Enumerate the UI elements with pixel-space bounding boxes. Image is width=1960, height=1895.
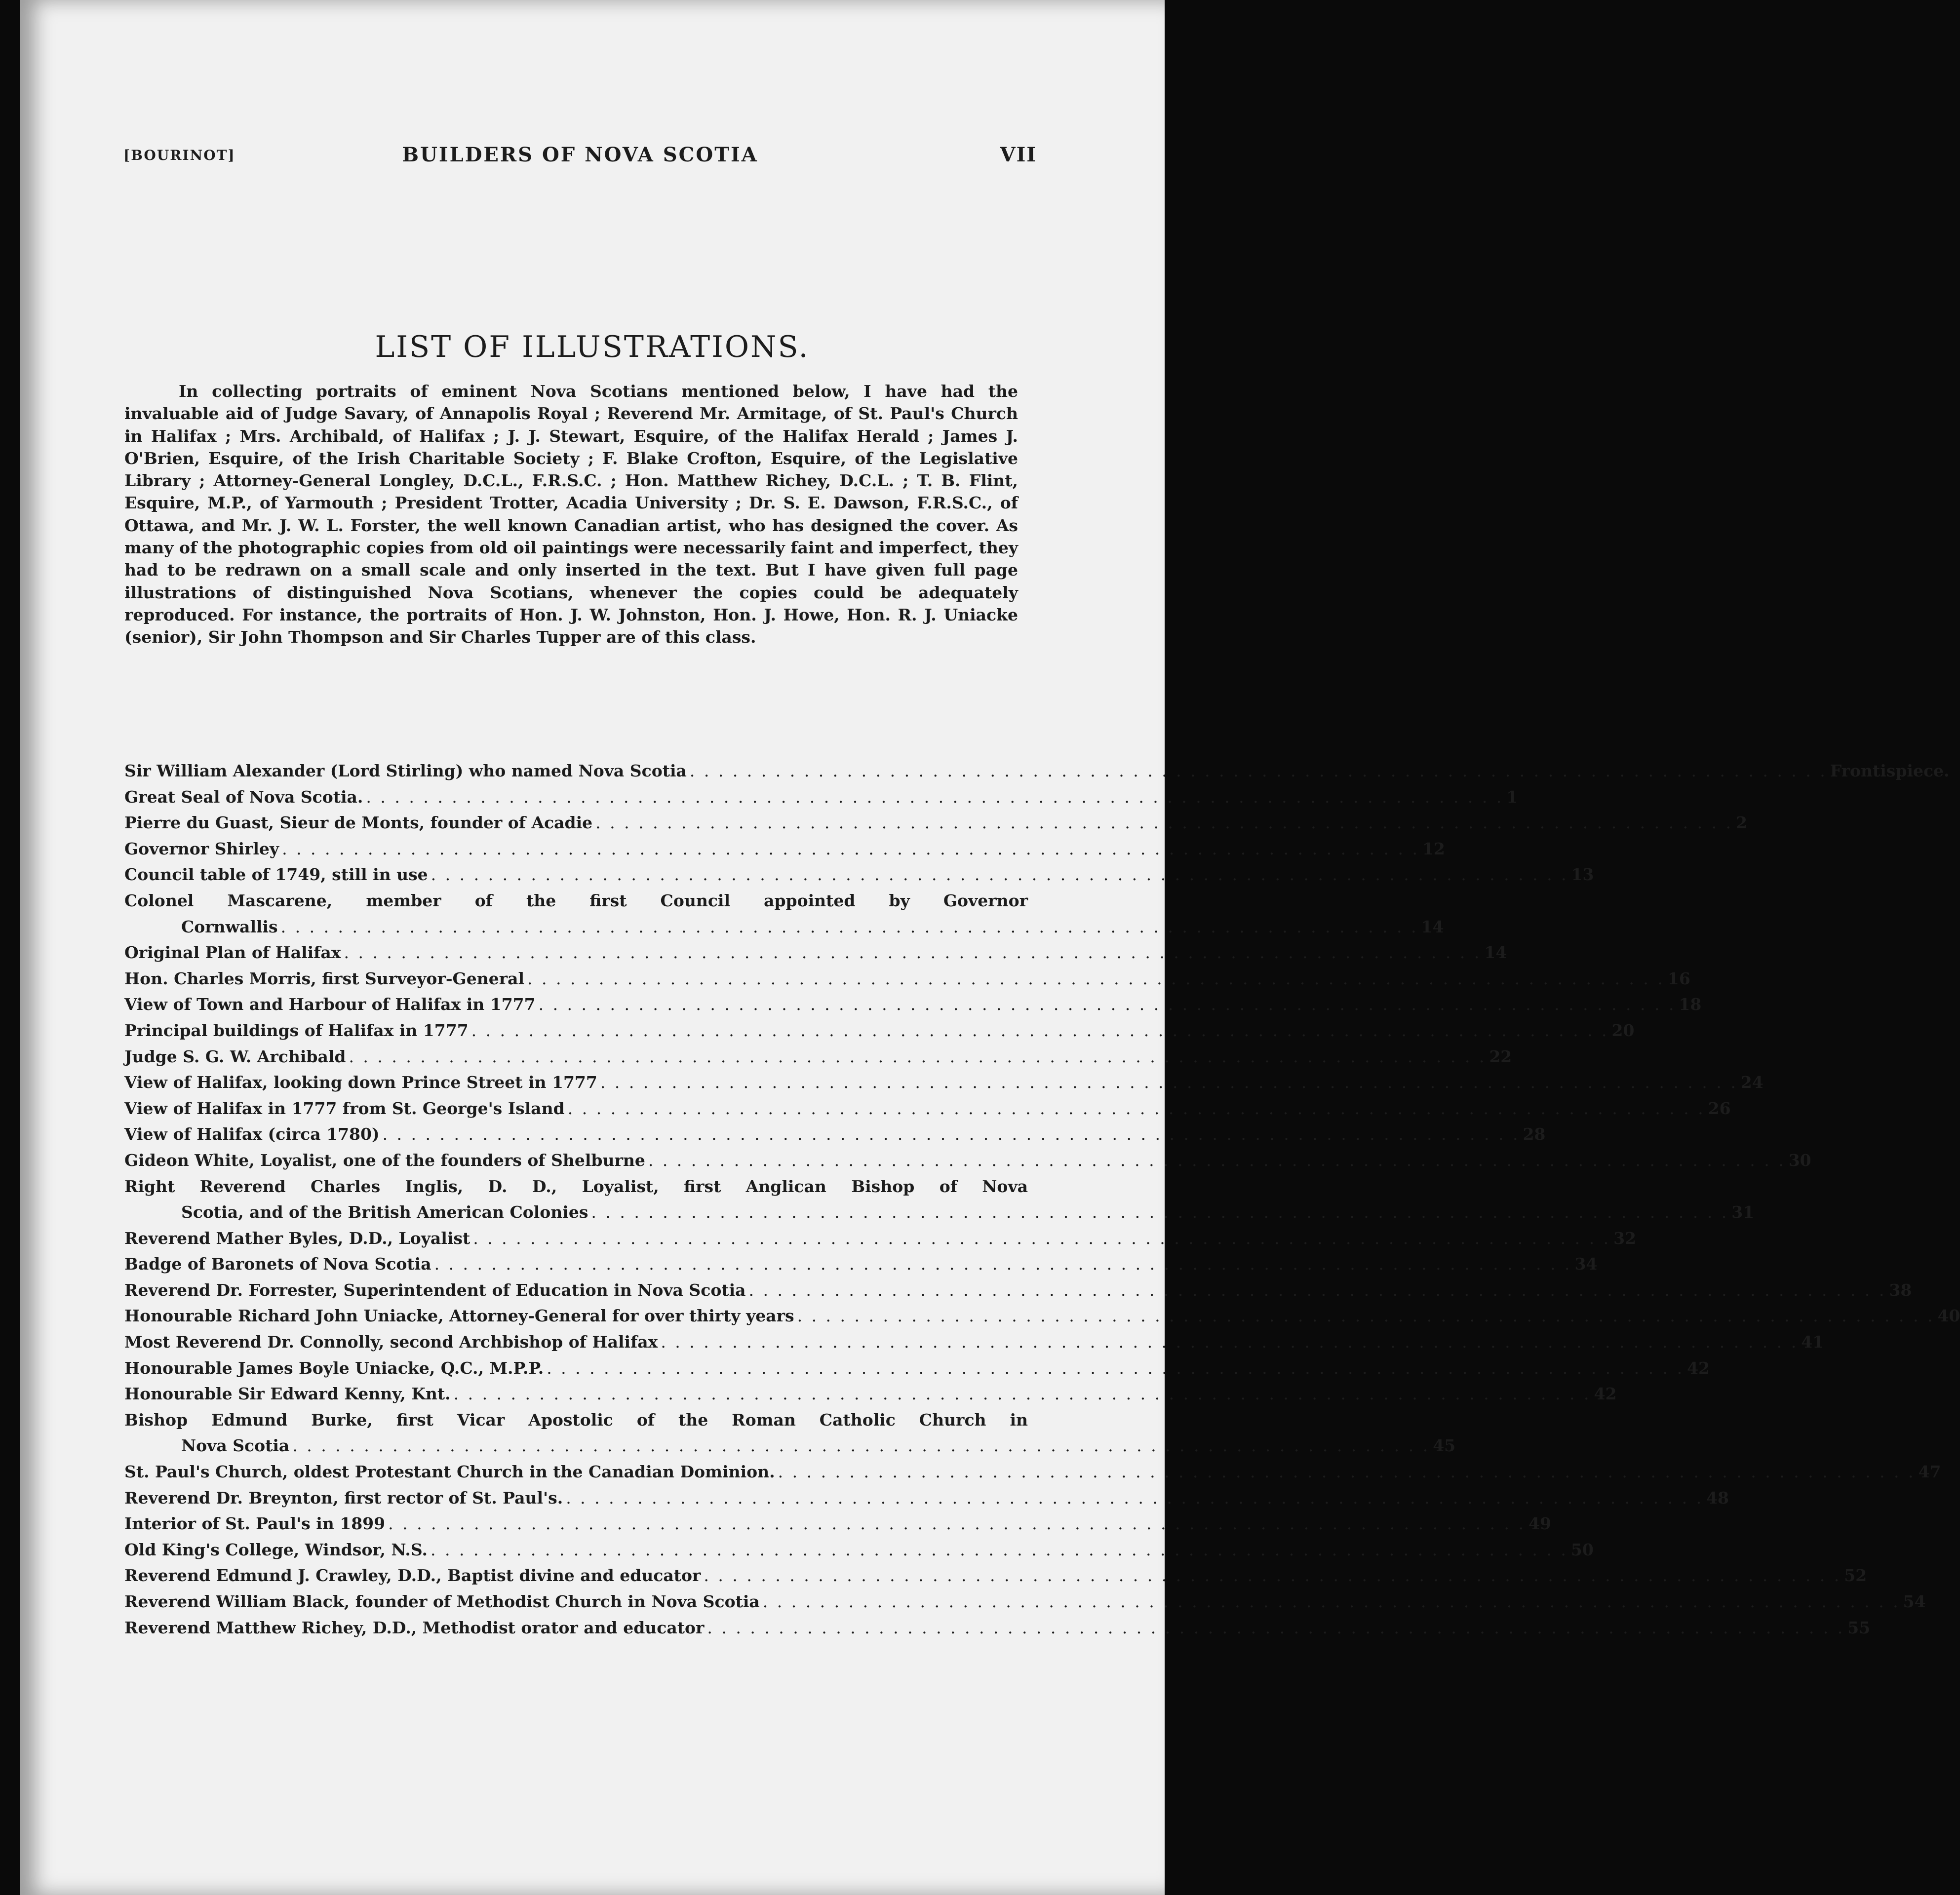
illustration-entry [124,862,1594,888]
illustration-row [124,1355,1710,1382]
illustration-title: Pierre du Guast, Sieur de Monts, founder of Acadie [124,813,593,833]
illustration-title: View of Halifax in 1777 from St. George's Island [124,1098,565,1118]
illustration-title: View of Town and Harbour of Halifax in 1777 [124,995,536,1014]
illustration-entry [124,1407,1456,1459]
illustration-title: Scotia, and of the British American Colonies [181,1202,588,1222]
illustration-row [124,1303,1960,1329]
illustration-entry [124,1485,1729,1511]
dot-leader: . . . . . . . . . . . . . . . . . . . . . . . . . . . . . . . . . . . . . . . . . . . . . . . . . . . . . . . . . . . . . . . . . . . . . . . . . . . . . . . . [388,1514,1526,1534]
illustration-title: Great Seal of Nova Scotia. [124,787,363,807]
illustrations-list [124,758,1960,1641]
illustration-row [124,810,1747,836]
illustration-row [124,836,1445,862]
dot-leader: . . . . . . . . . . . . . . . . . . . . . . . . . . . . . . . . . . . . . . . . . . . . . . . . . . . . . . . . . . . . . . . . . . . . . . . . . . . . . . . . [707,1618,1845,1637]
illustration-page: 2 [1736,813,1747,833]
illustration-entry [124,1122,1546,1148]
illustration-row [124,914,1444,940]
illustration-row [124,966,1690,992]
illustration-row [124,1122,1546,1148]
intro-paragraph: In collecting portraits of eminent Nova Scotians mentioned below, I have had the invaluable aid of Judge Savary, of Annapolis Royal ; Reverend Mr. Armitage, of St. Paul's Church in Halifax ; Mrs. Archibald, of Halifax ; J. J. Stewart, Esquire, of the Halifax Herald ; James J. O'Brien, Esquire, of the Irish Charitable Society ; F. Blake Crofton, Esquire, of the Legislative Library ; Attorney-General Longley, D.C.L., F.R.S.C. ; Hon. Matthew Richey, D.C.L. ; T. B. Flint, Esquire, M.P., of Yarmouth ; President Trotter, Acadia University ; Dr. S. E. Dawson, F.R.S.C., of Ottawa, and Mr. J. W. L. Forster, the well known Canadian artist, who has designed the cover. As many of the photographic copies from old oil paintings were necessarily faint and imperfect, they had to be redrawn on a small scale and only inserted in the text. But I have given full page illustrations of distinguished Nova Scotians, whenever the copies could be adequately reproduced. For instance, the portraits of Hon. J. W. Johnston, Hon. J. Howe, Hon. R. J. Uniacke (senior), Sir John Thompson and Sir Charles Tupper are of this class. [124,382,1018,647]
illustration-row [124,1485,1729,1511]
illustration-entry [124,888,1444,940]
page-number: VII [1000,143,1037,166]
dot-leader: . . . . . . . . . . . . . . . . . . . . . . . . . . . . . . . . . . . . . . . . . . . . . . . . . . . . . . . . . . . . . . . . . . . . . . . . . . . . . . . . [527,968,1665,988]
illustration-title: Reverend William Black, founder of Methodist Church in Nova Scotia [124,1592,760,1611]
illustration-entry [124,1148,1811,1174]
illustration-row [124,1251,1598,1277]
illustration-row [124,1277,1912,1304]
dot-leader: . . . . . . . . . . . . . . . . . . . . . . . . . . . . . . . . . . . . . . . . . . . . . . . . . . . . . . . . . . . . . . . . . . . . . . . . . . . . . . . . [471,1020,1609,1040]
illustration-row [124,1018,1635,1044]
illustration-page: 20 [1611,1020,1635,1040]
illustration-page: 48 [1706,1488,1729,1508]
dot-leader: . . . . . . . . . . . . . . . . . . . . . . . . . . . . . . . . . . . . . . . . . . . . . . . . . . . . . . . . . . . . . . . . . . . . . . . . . . . . . . . . [567,1098,1705,1118]
illustration-entry [124,966,1690,992]
illustration-row [124,784,1518,811]
dot-leader: . . . . . . . . . . . . . . . . . . . . . . . . . . . . . . . . . . . . . . . . . . . . . . . . . . . . . . . . . . . . . . . . . . . . . . . . . . . . . . . . [797,1306,1935,1326]
illustration-row [124,1511,1551,1537]
illustration-row [124,1070,1764,1096]
dot-leader: . . . . . . . . . . . . . . . . . . . . . . . . . . . . . . . . . . . . . . . . . . . . . . . . . . . . . . . . . . . . . . . . . . . . . . . . . . . . . . . . [778,1462,1916,1482]
dot-leader: . . . . . . . . . . . . . . . . . . . . . . . . . . . . . . . . . . . . . . . . . . . . . . . . . . . . . . . . . . . . . . . . . . . . . . . . . . . . . . . . [282,839,1419,858]
illustration-page: 22 [1489,1046,1512,1066]
illustration-page: 32 [1613,1228,1637,1248]
illustration-entry [124,1174,1755,1226]
illustration-row [124,992,1702,1018]
running-head-author: [BOURINOT] [123,147,235,163]
dot-leader: . . . . . . . . . . . . . . . . . . . . . . . . . . . . . . . . . . . . . . . . . . . . . . . . . . . . . . . . . . . . . . . . . . . . . . . . . . . . . . . . [280,917,1418,936]
illustration-page: 28 [1523,1124,1546,1144]
illustration-title: Honourable James Boyle Uniacke, Q.C., M.P.P. [124,1358,544,1378]
illustration-entry [124,940,1507,966]
page-title: LIST OF ILLUSTRATIONS. [375,330,810,365]
illustration-page: 24 [1740,1073,1764,1092]
dot-leader: . . . . . . . . . . . . . . . . . . . . . . . . . . . . . . . . . . . . . . . . . . . . . . . . . . . . . . . . . . . . . . . . . . . . . . . . . . . . . . . . [591,1202,1729,1222]
illustration-title: Reverend Edmund J. Crawley, D.D., Baptist divine and educator [124,1566,701,1586]
illustration-entry [124,1070,1764,1096]
illustration-entry [124,1044,1512,1070]
illustration-row [124,1381,1617,1407]
illustration-entry [124,1459,1941,1485]
illustration-page: 38 [1889,1280,1912,1300]
illustration-title: Hon. Charles Morris, first Surveyor-General [124,968,524,988]
illustration-title: Interior of St. Paul's in 1899 [124,1514,386,1534]
illustration-page: 14 [1421,917,1444,936]
dot-leader: . . . . . . . . . . . . . . . . . . . . . . . . . . . . . . . . . . . . . . . . . . . . . . . . . . . . . . . . . . . . . . . . . . . . . . . . . . . . . . . . [538,995,1676,1014]
illustration-title: Cornwallis [181,917,278,936]
illustration-page: 14 [1484,943,1507,963]
dot-leader: . . . . . . . . . . . . . . . . . . . . . . . . . . . . . . . . . . . . . . . . . . . . . . . . . . . . . . . . . . . . . . . . . . . . . . . . . . . . . . . . [595,813,1733,833]
illustration-page: 18 [1679,995,1702,1014]
illustration-entry [124,1329,1824,1355]
illustration-entry [124,1589,1926,1615]
illustration-page: 49 [1528,1514,1551,1534]
illustration-entry [124,836,1445,862]
illustration-entry [124,1303,1960,1329]
illustration-page: 42 [1687,1358,1710,1378]
illustration-entry [124,1615,1871,1641]
illustration-row [124,1329,1824,1355]
illustration-title: Most Reverend Dr. Connolly, second Archbishop of Halifax [124,1332,658,1352]
dot-leader: . . . . . . . . . . . . . . . . . . . . . . . . . . . . . . . . . . . . . . . . . . . . . . . . . . . . . . . . . . . . . . . . . . . . . . . . . . . . . . . . [292,1436,1430,1456]
illustration-row [124,758,1950,784]
illustration-page: 31 [1731,1202,1755,1222]
illustration-row [124,1226,1637,1252]
dot-leader: . . . . . . . . . . . . . . . . . . . . . . . . . . . . . . . . . . . . . . . . . . . . . . . . . . . . . . . . . . . . . . . . . . . . . . . . . . . . . . . . [434,1254,1572,1274]
illustration-row [124,862,1594,888]
illustration-page: 12 [1422,839,1445,858]
dot-leader: . . . . . . . . . . . . . . . . . . . . . . . . . . . . . . . . . . . . . . . . . . . . . . . . . . . . . . . . . . . . . . . . . . . . . . . . . . . . . . . . [382,1124,1520,1144]
illustration-entry [124,810,1747,836]
dot-leader: . . . . . . . . . . . . . . . . . . . . . . . . . . . . . . . . . . . . . . . . . . . . . . . . . . . . . . . . . . . . . . . . . . . . . . . . . . . . . . . . [431,1540,1568,1559]
illustration-entry [124,1563,1867,1589]
dot-leader: . . . . . . . . . . . . . . . . . . . . . . . . . . . . . . . . . . . . . . . . . . . . . . . . . . . . . . . . . . . . . . . . . . . . . . . . . . . . . . . . [366,787,1504,807]
illustration-title: View of Halifax (circa 1780) [124,1124,380,1144]
illustration-row [124,940,1507,966]
illustration-row [124,1459,1941,1485]
illustration-entry [124,784,1518,811]
dot-leader: . . . . . . . . . . . . . . . . . . . . . . . . . . . . . . . . . . . . . . . . . . . . . . . . . . . . . . . . . . . . . . . . . . . . . . . . . . . . . . . . [431,865,1568,885]
illustration-row [124,1044,1512,1070]
illustration-page: 52 [1844,1566,1867,1586]
illustration-page: 30 [1788,1150,1811,1170]
illustration-row [124,1563,1867,1589]
illustration-title: Sir William Alexander (Lord Stirling) who named Nova Scotia [124,761,687,780]
illustration-page: 47 [1918,1462,1941,1482]
illustration-page: Frontispiece. [1830,761,1950,780]
running-head-title: BUILDERS OF NOVA SCOTIA [402,143,758,166]
illustration-row [124,1096,1731,1122]
illustration-title: View of Halifax, looking down Prince Street in 1777 [124,1073,597,1092]
illustration-title: Judge S. G. W. Archibald [124,1046,346,1066]
illustration-page: 42 [1594,1384,1617,1404]
illustration-entry [124,1355,1710,1382]
dot-leader: . . . . . . . . . . . . . . . . . . . . . . . . . . . . . . . . . . . . . . . . . . . . . . . . . . . . . . . . . . . . . . . . . . . . . . . . . . . . . . . . [473,1228,1611,1248]
illustration-page: 50 [1570,1540,1594,1559]
dot-leader: . . . . . . . . . . . . . . . . . . . . . . . . . . . . . . . . . . . . . . . . . . . . . . . . . . . . . . . . . . . . . . . . . . . . . . . . . . . . . . . . [748,1280,1886,1300]
illustration-title: Right Reverend Charles Inglis, D. D., Loyalist, first Anglican Bishop of Nova [124,1176,1028,1196]
dot-leader: . . . . . . . . . . . . . . . . . . . . . . . . . . . . . . . . . . . . . . . . . . . . . . . . . . . . . . . . . . . . . . . . . . . . . . . . . . . . . . . . [704,1566,1842,1586]
running-head [123,143,1037,173]
illustration-title: Gideon White, Loyalist, one of the founders of Shelburne [124,1150,645,1170]
illustration-entry [124,992,1702,1018]
dot-leader: . . . . . . . . . . . . . . . . . . . . . . . . . . . . . . . . . . . . . . . . . . . . . . . . . . . . . . . . . . . . . . . . . . . . . . . . . . . . . . . . [689,761,1827,780]
illustration-page: 41 [1801,1332,1824,1352]
illustration-entry [124,1018,1635,1044]
illustration-page: 45 [1433,1436,1456,1456]
illustration-entry [124,1381,1617,1407]
illustration-row [124,1615,1871,1641]
illustration-entry [124,1096,1731,1122]
illustration-row [124,1537,1594,1563]
illustration-entry [124,1277,1912,1304]
dot-leader: . . . . . . . . . . . . . . . . . . . . . . . . . . . . . . . . . . . . . . . . . . . . . . . . . . . . . . . . . . . . . . . . . . . . . . . . . . . . . . . . [547,1358,1685,1378]
illustration-row [124,1148,1811,1174]
illustration-title: Principal buildings of Halifax in 1777 [124,1020,469,1040]
illustration-title: Reverend Matthew Richey, D.D., Methodist orator and educator [124,1618,705,1637]
illustration-title: Council table of 1749, still in use [124,865,428,885]
illustration-title: Colonel Mascarene, member of the first Council appointed by Governor [124,890,1028,910]
illustration-title: Honourable Richard John Uniacke, Attorney-General for over thirty years [124,1306,794,1326]
illustration-page: 40 [1937,1306,1960,1326]
illustration-title: St. Paul's Church, oldest Protestant Church in the Canadian Dominion. [124,1462,775,1482]
dot-leader: . . . . . . . . . . . . . . . . . . . . . . . . . . . . . . . . . . . . . . . . . . . . . . . . . . . . . . . . . . . . . . . . . . . . . . . . . . . . . . . . [344,943,1482,963]
dot-leader: . . . . . . . . . . . . . . . . . . . . . . . . . . . . . . . . . . . . . . . . . . . . . . . . . . . . . . . . . . . . . . . . . . . . . . . . . . . . . . . . [600,1073,1738,1092]
illustration-page: 13 [1571,865,1594,885]
illustration-page: 1 [1506,787,1518,807]
illustration-page: 55 [1847,1618,1871,1637]
book-page [20,0,1960,1895]
illustration-entry [124,1537,1594,1563]
illustration-entry [124,1226,1637,1252]
illustration-row [124,1589,1926,1615]
dot-leader: . . . . . . . . . . . . . . . . . . . . . . . . . . . . . . . . . . . . . . . . . . . . . . . . . . . . . . . . . . . . . . . . . . . . . . . . . . . . . . . . [349,1046,1487,1066]
dot-leader: . . . . . . . . . . . . . . . . . . . . . . . . . . . . . . . . . . . . . . . . . . . . . . . . . . . . . . . . . . . . . . . . . . . . . . . . . . . . . . . . [762,1592,1900,1611]
illustration-page: 26 [1708,1098,1731,1118]
illustration-title: Original Plan of Halifax [124,943,341,963]
illustration-page: 16 [1667,968,1690,988]
dot-leader: . . . . . . . . . . . . . . . . . . . . . . . . . . . . . . . . . . . . . . . . . . . . . . . . . . . . . . . . . . . . . . . . . . . . . . . . . . . . . . . . [453,1384,1591,1404]
illustration-title: Honourable Sir Edward Kenny, Knt. [124,1384,451,1404]
illustration-row [124,1199,1755,1226]
illustration-page: 34 [1574,1254,1598,1274]
illustration-title: Nova Scotia [181,1436,290,1456]
illustration-title: Badge of Baronets of Nova Scotia [124,1254,431,1274]
illustration-entry [124,1251,1598,1277]
dot-leader: . . . . . . . . . . . . . . . . . . . . . . . . . . . . . . . . . . . . . . . . . . . . . . . . . . . . . . . . . . . . . . . . . . . . . . . . . . . . . . . . [648,1150,1786,1170]
illustration-title: Reverend Dr. Forrester, Superintendent of Education in Nova Scotia [124,1280,746,1300]
illustration-page: 54 [1903,1592,1926,1611]
illustration-title: Old King's College, Windsor, N.S. [124,1540,428,1559]
illustration-title: Bishop Edmund Burke, first Vicar Apostolic of the Roman Catholic Church in [124,1410,1028,1430]
dot-leader: . . . . . . . . . . . . . . . . . . . . . . . . . . . . . . . . . . . . . . . . . . . . . . . . . . . . . . . . . . . . . . . . . . . . . . . . . . . . . . . . [661,1332,1799,1352]
illustration-row [124,1433,1456,1459]
illustration-title: Governor Shirley [124,839,279,858]
illustration-entry [124,1511,1551,1537]
illustration-title: Reverend Mather Byles, D.D., Loyalist [124,1228,470,1248]
dot-leader: . . . . . . . . . . . . . . . . . . . . . . . . . . . . . . . . . . . . . . . . . . . . . . . . . . . . . . . . . . . . . . . . . . . . . . . . . . . . . . . . [566,1488,1704,1508]
illustration-title: Reverend Dr. Breynton, first rector of St. Paul's. [124,1488,563,1508]
illustration-entry [124,758,1950,784]
